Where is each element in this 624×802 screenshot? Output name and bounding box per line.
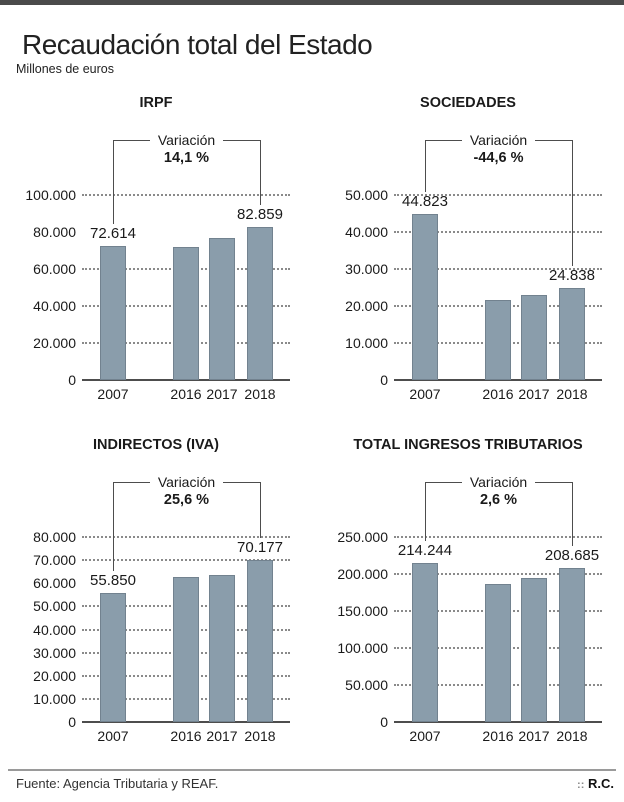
bar-value-label: 55.850 <box>90 571 136 589</box>
x-axis-label: 2007 <box>409 386 441 402</box>
bar-2007 <box>412 563 438 722</box>
x-axis-label: 2017 <box>518 728 550 744</box>
bar-2016 <box>173 247 199 380</box>
bar-value-label: 214.244 <box>397 542 453 560</box>
variation-value: -44,6 % <box>473 150 524 166</box>
variation-label-text: Variación <box>150 132 223 148</box>
variation-label-text: Variación <box>462 474 535 490</box>
x-axis-label: 2018 <box>556 386 588 402</box>
y-tick-label: 10.000 <box>345 335 388 351</box>
y-tick-label: 30.000 <box>33 644 76 661</box>
agency-credit-prefix: :: <box>577 779 585 791</box>
variation-value: 25,6 % <box>163 492 210 508</box>
bar-2007 <box>100 593 126 722</box>
variation-bracket-left-tick <box>425 482 426 541</box>
variation-label-text: Variación <box>150 474 223 490</box>
bar-2016 <box>173 577 199 722</box>
y-tick-label: 100.000 <box>337 640 388 656</box>
variation-bracket-right-tick <box>572 140 573 266</box>
source-credit: Fuente: Agencia Tributaria y REAF. <box>16 776 219 791</box>
variation-label <box>429 473 569 491</box>
y-tick-label: 20.000 <box>345 298 388 314</box>
bar-2018 <box>247 227 273 380</box>
y-tick-label: 0 <box>380 372 388 388</box>
x-axis-label: 2016 <box>482 728 514 744</box>
variation-value: 2,6 % <box>479 492 518 508</box>
chart-panel-3 <box>0 437 312 767</box>
y-tick-label: 80.000 <box>33 529 76 545</box>
y-tick-label: 80.000 <box>33 224 76 240</box>
chart-title: SOCIEDADES <box>420 95 516 111</box>
y-tick-label: 50.000 <box>345 187 388 203</box>
x-axis-label: 2007 <box>409 728 441 744</box>
x-axis-label: 2018 <box>556 728 588 744</box>
chart-title: TOTAL INGRESOS TRIBUTARIOS <box>353 437 583 453</box>
bar-2016 <box>485 300 511 380</box>
units-subtitle: Millones de euros <box>16 62 114 76</box>
y-tick-label: 60.000 <box>33 261 76 277</box>
bar-value-label: 24.838 <box>549 267 595 285</box>
y-tick-label: 40.000 <box>345 224 388 240</box>
bar-value-label: 72.614 <box>90 224 136 242</box>
y-tick-label: 200.000 <box>337 566 388 582</box>
x-axis-label: 2016 <box>170 728 202 744</box>
bar-2017 <box>521 578 547 722</box>
y-tick-label: 20.000 <box>33 667 76 684</box>
variation-bracket-right-tick <box>260 140 261 205</box>
variation-bracket-left-tick <box>425 140 426 192</box>
y-tick-label: 0 <box>380 714 388 730</box>
x-axis-label: 2016 <box>170 386 202 402</box>
y-tick-label: 50.000 <box>345 677 388 693</box>
x-axis-label: 2007 <box>97 386 129 402</box>
variation-bracket-right-tick <box>260 482 261 538</box>
variation-label-text: Variación <box>462 132 535 148</box>
bar-2018 <box>247 560 273 722</box>
bar-2007 <box>100 246 126 380</box>
x-axis-label: 2017 <box>206 728 238 744</box>
y-tick-label: 10.000 <box>33 690 76 707</box>
y-tick-label: 60.000 <box>33 575 76 592</box>
bar-2018 <box>559 568 585 722</box>
variation-value: 14,1 % <box>163 150 210 166</box>
x-axis-label: 2017 <box>518 386 550 402</box>
bar-2017 <box>209 575 235 722</box>
y-tick-label: 100.000 <box>25 187 76 203</box>
bar-value-label: 70.177 <box>237 538 283 556</box>
y-tick-label: 40.000 <box>33 298 76 314</box>
footer-divider <box>8 769 616 771</box>
variation-label <box>117 473 257 491</box>
chart-panel-4 <box>312 437 624 767</box>
chart-title: IRPF <box>139 95 173 111</box>
agency-credit-name: R.C. <box>588 776 614 791</box>
y-tick-label: 30.000 <box>345 261 388 277</box>
x-axis-label: 2016 <box>482 386 514 402</box>
bar-value-label: 44.823 <box>402 193 448 211</box>
bar-2016 <box>485 584 511 722</box>
variation-bracket-left-tick <box>113 482 114 571</box>
bar-2018 <box>559 288 585 380</box>
x-axis-label: 2018 <box>244 386 276 402</box>
y-tick-label: 150.000 <box>337 603 388 619</box>
bar-value-label: 82.859 <box>237 205 283 223</box>
y-tick-label: 20.000 <box>33 335 76 351</box>
agency-credit <box>577 776 614 791</box>
page-title: Recaudación total del Estado <box>22 28 373 60</box>
y-tick-label: 0 <box>68 372 76 388</box>
y-tick-label: 250.000 <box>337 529 388 545</box>
x-axis-label: 2017 <box>206 386 238 402</box>
bar-2007 <box>412 214 438 380</box>
bar-2017 <box>521 295 547 380</box>
x-axis-label: 2007 <box>97 728 129 744</box>
bar-2017 <box>209 238 235 380</box>
y-tick-label: 0 <box>68 714 76 730</box>
variation-label <box>429 131 569 149</box>
variation-label <box>117 131 257 149</box>
chart-panel-2 <box>312 95 624 425</box>
bar-value-label: 208.685 <box>544 546 600 564</box>
chart-title: INDIRECTOS (IVA) <box>93 437 219 453</box>
variation-bracket-left-tick <box>113 140 114 224</box>
y-tick-label: 40.000 <box>33 621 76 638</box>
variation-bracket-right-tick <box>572 482 573 546</box>
y-tick-label: 70.000 <box>33 552 76 569</box>
y-tick-label: 50.000 <box>33 598 76 615</box>
x-axis-label: 2018 <box>244 728 276 744</box>
chart-panel-1 <box>0 95 312 425</box>
